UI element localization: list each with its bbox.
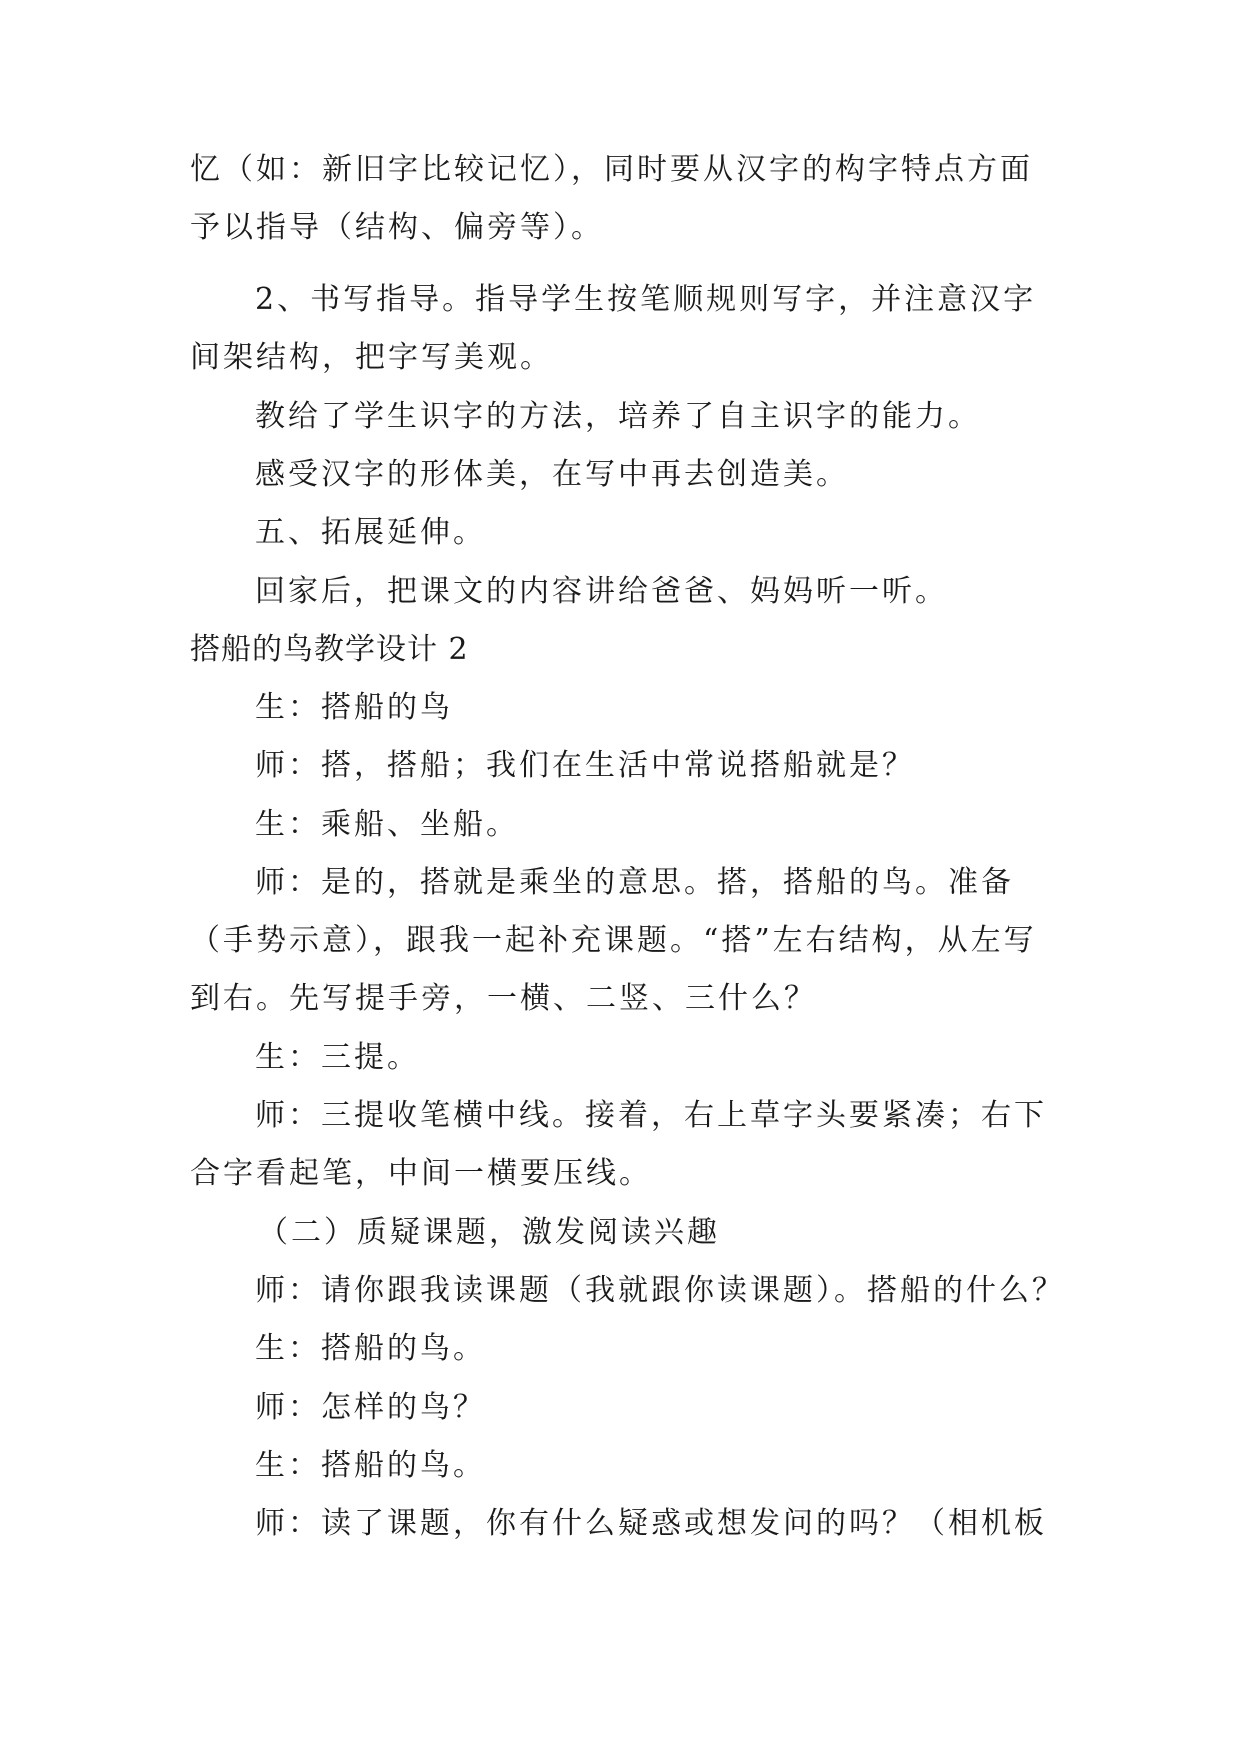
dialogue-line: 师：搭，搭船；我们在生活中常说搭船就是？: [255, 748, 915, 783]
dialogue-line: 生：搭船的鸟。: [255, 1331, 486, 1366]
paragraph-line: 回家后，把课文的内容讲给爸爸、妈妈听一听。: [255, 574, 948, 609]
paragraph-line: 教给了学生识字的方法，培养了自主识字的能力。: [255, 399, 981, 434]
paragraph-line: 2、书写指导。指导学生按笔顺规则写字，并注意汉字: [255, 282, 1037, 317]
dialogue-line: 合字看起笔，中间一横要压线。: [190, 1156, 652, 1191]
document-title: 搭船的鸟教学设计 2: [190, 632, 469, 667]
paragraph-line: 忆（如：新旧字比较记忆），同时要从汉字的构字特点方面: [190, 152, 1033, 187]
section-heading: 五、拓展延伸。: [255, 515, 486, 550]
dialogue-line: 到右。先写提手旁，一横、二竖、三什么？: [190, 981, 817, 1016]
section-heading: （二）质疑课题，激发阅读兴趣: [258, 1215, 720, 1250]
dialogue-line: 生：搭船的鸟。: [255, 1448, 486, 1483]
dialogue-line: 师：请你跟我读课题（我就跟你读课题）。搭船的什么？: [255, 1273, 1065, 1308]
dialogue-line: 师：是的，搭就是乘坐的意思。搭，搭船的鸟。准备: [255, 865, 1014, 900]
dialogue-line: 生：乘船、坐船。: [255, 807, 519, 842]
dialogue-line: 师：三提收笔横中线。接着，右上草字头要紧凑；右下: [255, 1098, 1047, 1133]
paragraph-line: 予以指导（结构、偏旁等）。: [190, 210, 604, 245]
dialogue-line: 生：三提。: [255, 1040, 420, 1075]
dialogue-line: 生：搭船的鸟: [255, 690, 453, 725]
dialogue-line: （手势示意），跟我一起补充课题。“搭”左右结构，从左写: [190, 923, 1037, 958]
dialogue-line: 师：读了课题，你有什么疑惑或想发问的吗？（相机板: [255, 1506, 1047, 1541]
paragraph-line: 间架结构，把字写美观。: [190, 340, 553, 375]
paragraph-line: 感受汉字的形体美，在写中再去创造美。: [255, 457, 849, 492]
dialogue-line: 师：怎样的鸟？: [255, 1390, 486, 1425]
